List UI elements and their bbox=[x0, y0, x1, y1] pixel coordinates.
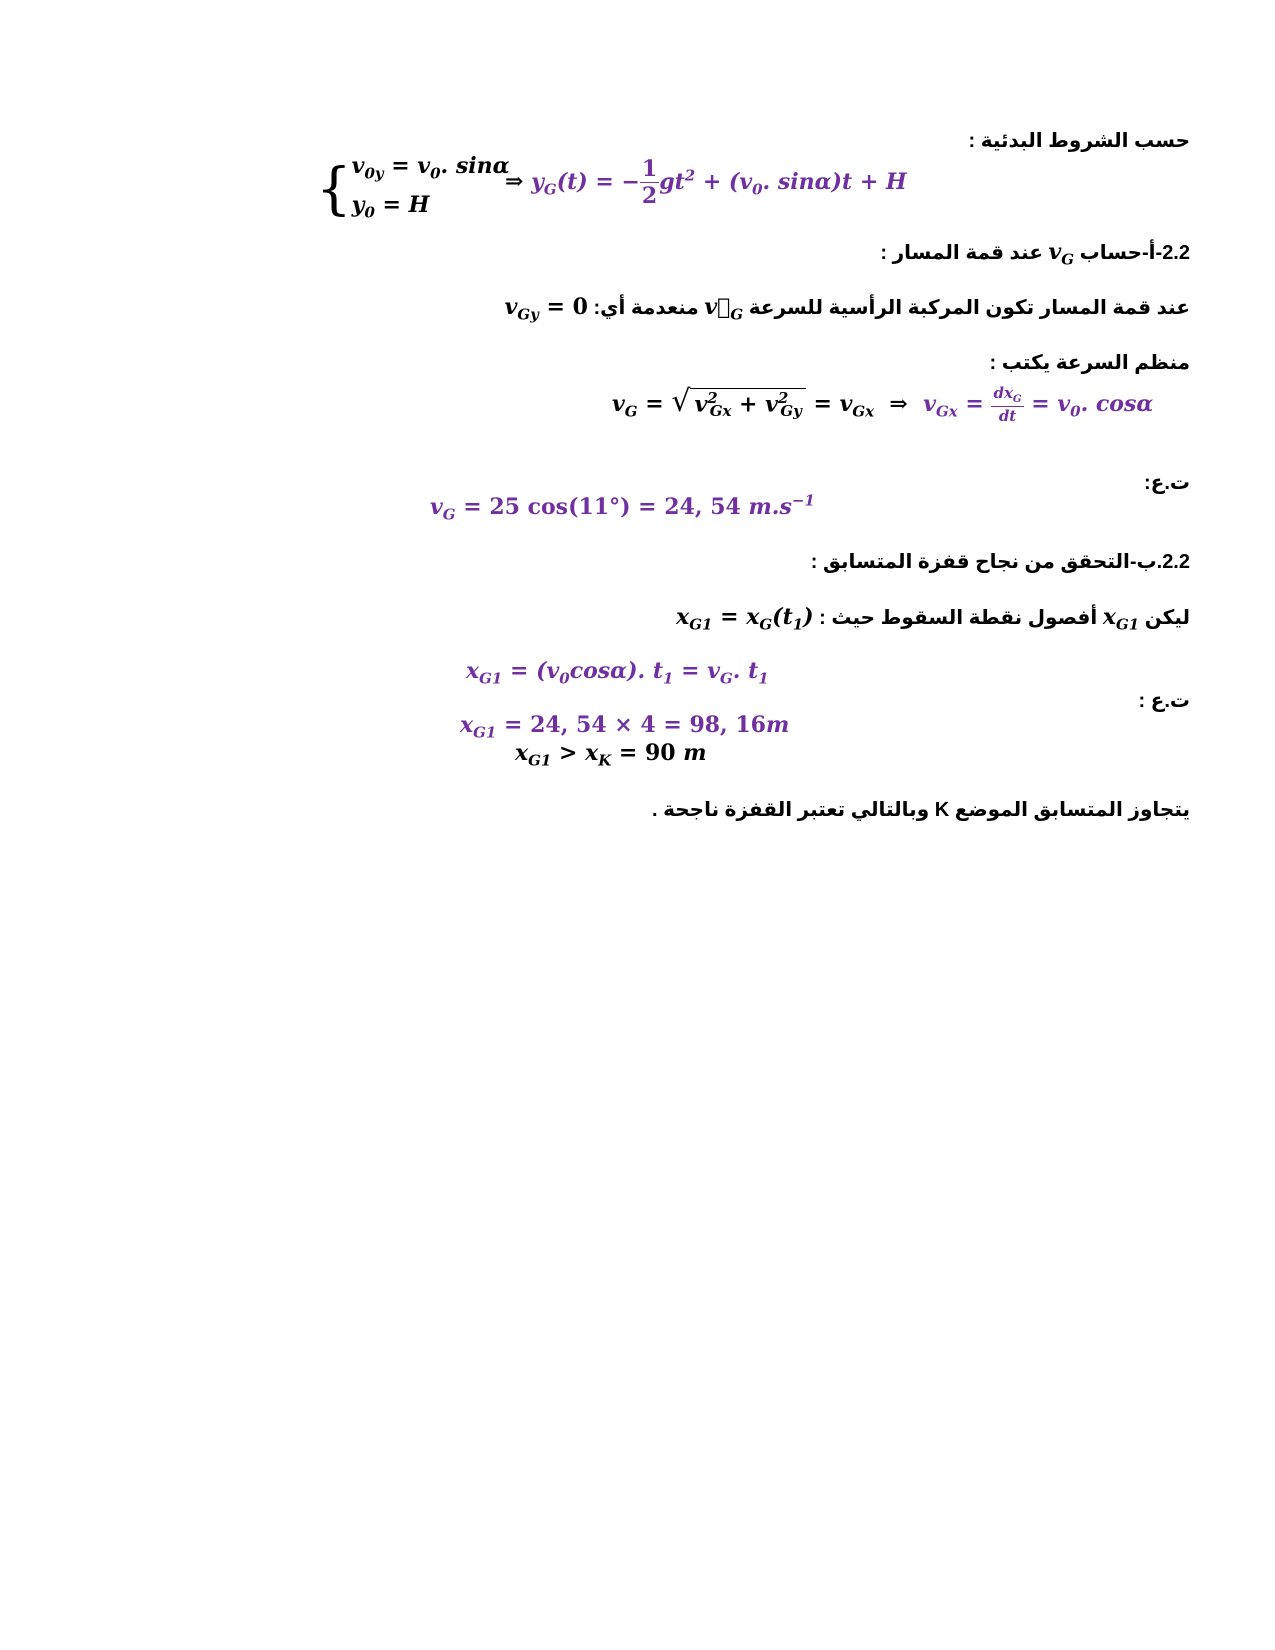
speed-magnitude-heading: منظم السرعة يكتب : bbox=[989, 352, 1190, 374]
conclusion-statement: يتجاوز المتسابق الموضع K وبالتالي تعتبر القفزة ناجحة . bbox=[652, 799, 1190, 821]
xg1-numeric-result: $x_{G1} = 24$, 54 × 4 = 98, 16m bbox=[460, 712, 790, 742]
xg1-comparison: $x_{G1} > x_K = 90$ m bbox=[515, 740, 707, 770]
section-2-2-b-heading: 2.2.ب-التحقق من نجاح قفزة المتسابق : bbox=[810, 551, 1190, 573]
vg-numeric-result: $v_G = 25$ cos(11°) = 24, 54 $m.s^{-1}$ bbox=[430, 492, 815, 524]
section-2-2-a-suffix: عند قمة المسار : bbox=[880, 242, 1043, 264]
vertical-component-statement: عند قمة المسار تكون المركبة الرأسية للسرعة $v⃗_G$ منعدمة أي: $v_{Gy} = 0$ bbox=[504, 294, 1190, 324]
initial-conditions-system: {$v_{0y} = v_0$. sinα $y_0 = H$ bbox=[316, 153, 510, 222]
section-2-2-a-heading: 2.2-أ-حساب $v_G$ عند قمة المسار : bbox=[880, 239, 1190, 269]
numeric-application-label-2: ت.ع : bbox=[1138, 690, 1190, 712]
vertical-component-text-end: منعدمة أي: bbox=[593, 297, 699, 319]
vertical-component-text: عند قمة المسار تكون المركبة الرأسية للسرعة bbox=[748, 297, 1190, 319]
yg-equation: ⇒ $y_G(t)$ = − $\frac{1}{2}$ $gt^2 + (v_0$. sinα)t + H bbox=[505, 156, 907, 209]
speed-magnitude-equation: $v_G$ = √ $v^2_{Gx} + v^2_{Gy} = v_{Gx}$ ⇒ $v_{Gx}$ = $\frac{dx_G}{dt}$ = $v_0$. cosα bbox=[612, 383, 1154, 426]
initial-conditions-heading: حسب الشروط البدئية : bbox=[968, 130, 1190, 152]
xg1-formula: $x_{G1} = (v_0\cos\alpha)$. $t_1 = v_G$. $t_1$ bbox=[466, 658, 769, 688]
section-2-2-a-prefix: 2.2-أ-حساب bbox=[1079, 242, 1190, 264]
landing-point-text-start: ليكن bbox=[1144, 607, 1190, 629]
landing-point-text-mid: أفصول نقطة السقوط حيث : bbox=[819, 607, 1098, 629]
landing-point-statement: ليكن $x_{G1}$ أفصول نقطة السقوط حيث : $x_{G1} = x_G(t_1)$ bbox=[676, 604, 1190, 634]
numeric-application-label-1: ت.ع: bbox=[1144, 472, 1190, 494]
